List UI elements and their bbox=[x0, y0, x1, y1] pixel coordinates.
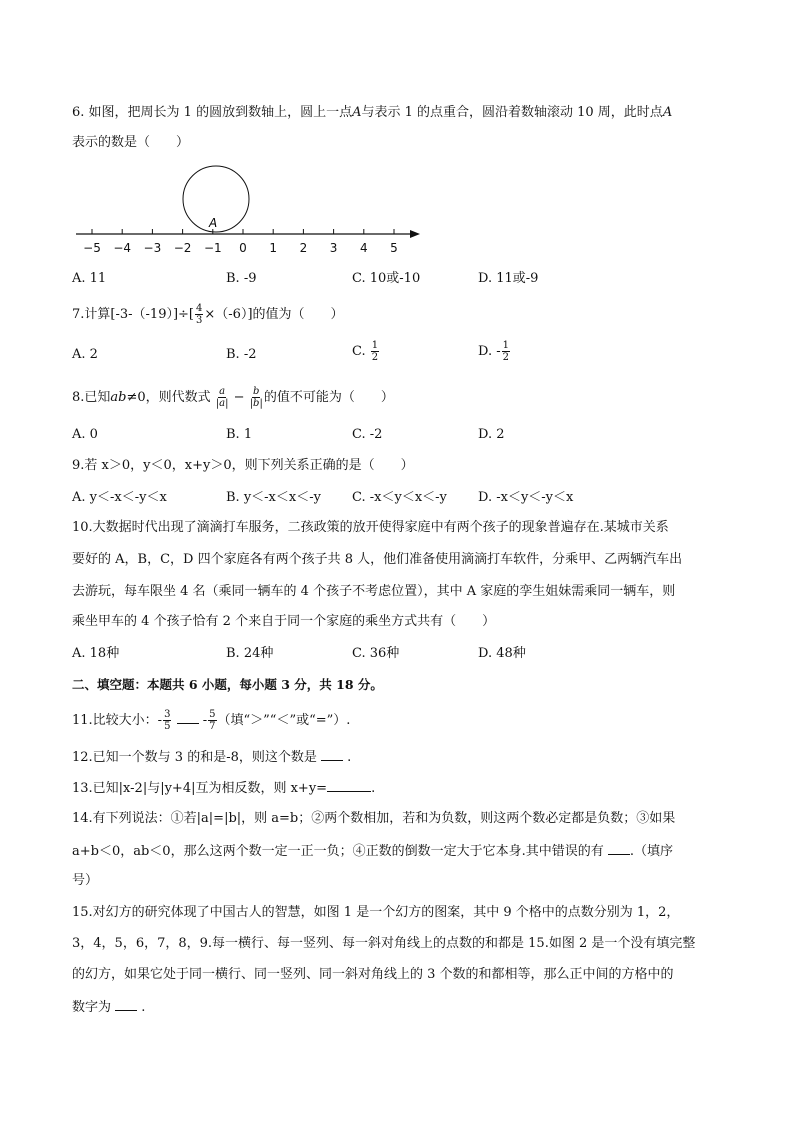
tick-label: 4 bbox=[359, 241, 368, 255]
q6-option-d[interactable]: D. 11或-9 bbox=[478, 271, 539, 286]
q9-option-b[interactable]: B. y＜-x＜x＜-y bbox=[226, 490, 321, 505]
q7-option-c-den: 2 bbox=[371, 352, 379, 363]
q6-point-a-2: A bbox=[662, 105, 673, 120]
q15-line-1: 15.对幻方的研究体现了中国古人的智慧，如图 1 是一个幻方的图案，其中 9 个格中的点数分别为 1，2， bbox=[72, 905, 680, 920]
q9-option-a[interactable]: A. y＜-x＜-y＜x bbox=[72, 490, 167, 505]
q10-option-b[interactable]: B. 24种 bbox=[226, 646, 274, 661]
q10-option-c[interactable]: C. 36种 bbox=[352, 646, 400, 661]
q8-text-post: 的值不可能为（ ） bbox=[263, 390, 394, 405]
tick-label: 5 bbox=[390, 241, 398, 255]
number-line-figure bbox=[72, 165, 432, 265]
q7-option-d-num: 1 bbox=[502, 340, 509, 351]
q7-fraction-num: 4 bbox=[196, 303, 203, 314]
q7-fraction bbox=[195, 303, 203, 326]
q15-line-2: 3，4，5，6，7，8，9.每一横行、每一竖列、每一斜对角线上的点数的和都是 15.如图 2 是一个没有填完整 bbox=[72, 936, 696, 951]
q6-text-part-2: 与表示 1 的点重合，圆沿着数轴滚动 10 周，此时点 bbox=[361, 105, 663, 120]
q15-line-4 bbox=[72, 998, 145, 1017]
q13-text-pre: 13.已知|x-2|与|y+4|互为相反数，则 x+y= bbox=[72, 781, 328, 796]
q8-minus-sign: − bbox=[233, 390, 245, 405]
number-line-ticks bbox=[83, 229, 398, 255]
q7-option-b[interactable]: B. -2 bbox=[226, 347, 257, 362]
q7-option-c-num: 1 bbox=[371, 340, 379, 351]
q10-line-3: 去游玩，每车限坐 4 名（乘同一辆车的 4 个孩子不考虑位置），其中 A 家庭的孪生姐妹需乘同一辆车，则 bbox=[72, 584, 676, 599]
tick-label: −1 bbox=[203, 241, 222, 255]
q6-option-b[interactable]: B. -9 bbox=[226, 271, 257, 286]
q8-option-b[interactable]: B. 1 bbox=[226, 427, 253, 442]
q14-line-3: 号） bbox=[72, 873, 99, 888]
q8-fraction-a-den: |a| bbox=[215, 398, 229, 409]
q8-text-pre: 8.已知 bbox=[72, 390, 111, 405]
tick-label: 2 bbox=[299, 241, 308, 255]
q6-text-part-1: 6. 如图，把周长为 1 的圆放到数轴上，圆上一点 bbox=[72, 105, 353, 120]
q8-option-d[interactable]: D. 2 bbox=[478, 427, 505, 442]
q6-point-a: A bbox=[352, 105, 362, 120]
q7-text-post: ×（-6）]的值为（ ） bbox=[204, 307, 344, 322]
q15-line-3: 的幻方，如果它处于同一横行、同一竖列、同一斜对角线上的 3 个数的和都相等，那么正中间的方格中的 bbox=[72, 967, 674, 982]
q14-line-1: 14.有下列说法：①若|a|=|b|，则 a=b；②两个数相加，若和为负数，则这两个数必定都是负数；③如果 bbox=[72, 811, 676, 826]
q10-option-a[interactable]: A. 18种 bbox=[72, 646, 120, 661]
q11-fraction-1 bbox=[163, 709, 171, 732]
q7-option-c-fraction bbox=[371, 340, 379, 363]
q11-fraction-1-den: 5 bbox=[164, 721, 171, 732]
q11-fraction-1-num: 3 bbox=[164, 709, 171, 720]
q7-option-a[interactable]: A. 2 bbox=[72, 347, 98, 362]
q11-fraction-2-num: 5 bbox=[209, 709, 216, 720]
q7-fraction-den: 3 bbox=[196, 315, 203, 326]
q14-line-2-post: .（填序 bbox=[629, 844, 673, 859]
q13-stem bbox=[72, 779, 375, 798]
q7-option-d-label: D. - bbox=[478, 344, 501, 359]
tick-label: 0 bbox=[239, 241, 247, 255]
q6-option-a[interactable]: A. 11 bbox=[72, 271, 107, 286]
q11-answer-blank[interactable] bbox=[177, 711, 199, 724]
q12-answer-blank[interactable] bbox=[321, 748, 343, 761]
tick-label: −5 bbox=[83, 241, 101, 255]
q9-stem: 9.若 x＞0，y＜0，x+y＞0，则下列关系正确的是（ ） bbox=[72, 458, 414, 473]
q13-text-post: . bbox=[371, 781, 376, 796]
q7-option-d-den: 2 bbox=[502, 352, 509, 363]
q7-option-d[interactable] bbox=[478, 340, 511, 363]
q8-stem bbox=[72, 386, 394, 409]
q6-line-1 bbox=[72, 104, 672, 122]
q8-variable-ab: ab bbox=[110, 390, 127, 405]
q10-line-2: 要好的 A，B，C，D 四个家庭各有两个孩子共 8 人，他们准备使用滴滴打车软件，分乘甲、乙两辆汽车出 bbox=[72, 552, 683, 567]
q9-option-c[interactable]: C. -x＜y＜x＜-y bbox=[352, 490, 447, 505]
q7-text-pre: 7.计算[-3-（-19）]÷[ bbox=[72, 307, 195, 322]
tick-label: 1 bbox=[269, 241, 278, 255]
section-2-heading: 二、填空题：本题共 6 小题，每小题 3 分，共 18 分。 bbox=[72, 677, 383, 692]
q7-option-d-fraction bbox=[502, 340, 510, 363]
q10-line-1: 10.大数据时代出现了滴滴打车服务，二孩政策的放开使得家庭中有两个孩子的现象普遍存在.某城市关系 bbox=[72, 520, 669, 535]
q15-line-4-text: 数字为 bbox=[72, 1000, 112, 1015]
q12-text-pre: 12.已知一个数与 3 的和是-8，则这个数是 bbox=[72, 750, 317, 765]
q11-stem bbox=[72, 709, 350, 732]
tick-label: −2 bbox=[173, 241, 192, 255]
q11-text-mid: - bbox=[202, 713, 208, 728]
tick-label: −3 bbox=[143, 241, 162, 255]
q14-answer-blank[interactable] bbox=[608, 842, 630, 855]
q8-option-c[interactable]: C. -2 bbox=[352, 427, 383, 442]
q6-option-c[interactable]: C. 10或-10 bbox=[352, 271, 421, 286]
q8-fraction-a-num: a bbox=[219, 386, 226, 397]
q7-option-c[interactable] bbox=[352, 340, 380, 363]
q11-fraction-2-den: 7 bbox=[209, 721, 216, 732]
q12-stem bbox=[72, 748, 351, 767]
q8-fraction-a bbox=[216, 386, 229, 409]
q8-fraction-b bbox=[250, 386, 263, 409]
q7-option-c-label: C. bbox=[352, 344, 366, 359]
q8-text-mid: ≠0，则代数式 bbox=[126, 390, 211, 405]
q9-option-d[interactable]: D. -x＜y＜-y＜x bbox=[478, 490, 574, 505]
q15-text-post: . bbox=[141, 1000, 146, 1015]
q6-line-2: 表示的数是（ ） bbox=[72, 135, 190, 150]
tick-label: −4 bbox=[113, 241, 132, 255]
q14-line-2-text: a+b＜0，ab＜0，那么这两个数一定一正一负；④正数的倒数一定大于它本身.其中错误的有 bbox=[72, 844, 604, 859]
axis-arrow-icon bbox=[410, 230, 420, 238]
tick-label: 3 bbox=[329, 241, 338, 255]
q12-text-post: . bbox=[347, 750, 352, 765]
q8-fraction-b-den: |b| bbox=[249, 398, 263, 409]
q11-fraction-2 bbox=[208, 709, 216, 732]
q13-answer-blank[interactable] bbox=[327, 779, 371, 792]
q11-text-post: （填“＞”“＜”或“=”）. bbox=[217, 713, 351, 728]
q8-fraction-b-num: b bbox=[253, 386, 260, 397]
q11-text-pre: 11.比较大小：- bbox=[72, 713, 163, 728]
q15-answer-blank[interactable] bbox=[115, 998, 137, 1011]
q10-option-d[interactable]: D. 48种 bbox=[478, 646, 526, 661]
q8-option-a[interactable]: A. 0 bbox=[72, 427, 98, 442]
q10-line-4: 乘坐甲车的 4 个孩子恰有 2 个来自于同一个家庭的乘坐方式共有（ ） bbox=[72, 614, 496, 629]
q7-stem bbox=[72, 303, 344, 326]
q14-line-2 bbox=[72, 842, 673, 861]
circle-point-label: A bbox=[209, 216, 218, 230]
